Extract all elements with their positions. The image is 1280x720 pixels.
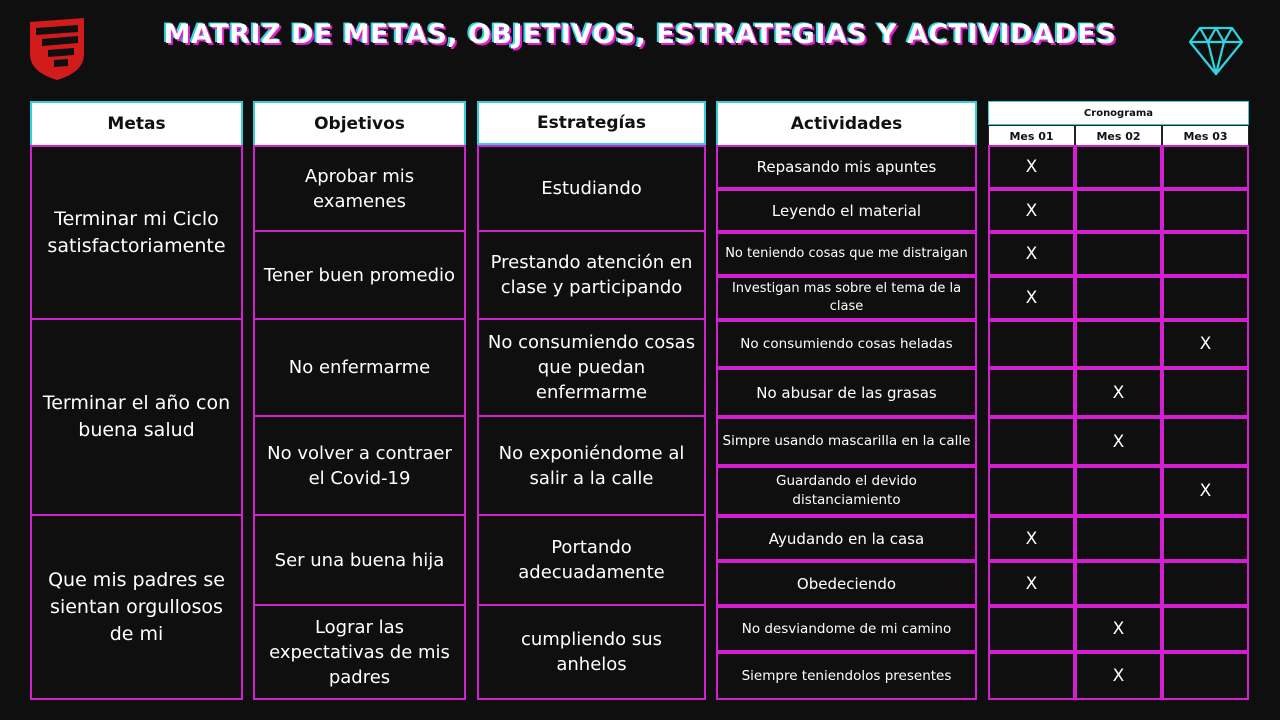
- estrategias-header: Estrategías: [477, 101, 706, 145]
- schedule-cell: [1162, 417, 1249, 466]
- actividad-cell: Simpre usando mascarilla en la calle: [716, 417, 977, 466]
- schedule-cell: [988, 320, 1075, 368]
- estrategia-cell: No consumiendo cosas que puedan enfermarme: [477, 318, 706, 417]
- actividad-cell: No teniendo cosas que me distraigan: [716, 232, 977, 276]
- schedule-cell: [1162, 276, 1249, 320]
- schedule-cell: X: [1075, 368, 1162, 417]
- actividad-cell: Ayudando en la casa: [716, 516, 977, 561]
- objetivo-cell: Aprobar mis examenes: [253, 145, 466, 232]
- schedule-cell: [988, 368, 1075, 417]
- meta-cell: Terminar mi Ciclo satisfactoriamente: [30, 145, 243, 320]
- schedule-cell: [1075, 516, 1162, 561]
- actividad-cell: No abusar de las grasas: [716, 368, 977, 417]
- schedule-cell: [988, 652, 1075, 700]
- estrategia-cell: Estudiando: [477, 145, 706, 232]
- estrategia-cell: Portando adecuadamente: [477, 514, 706, 606]
- objetivo-cell: No enfermarme: [253, 318, 466, 417]
- estrategia-cell: Prestando atención en clase y participando: [477, 230, 706, 320]
- page-title: MATRIZ DE METAS, OBJETIVOS, ESTRATEGIAS Y ACTIVIDADES: [163, 19, 1117, 50]
- university-logo-icon: [28, 16, 86, 82]
- schedule-cell: X: [1075, 652, 1162, 700]
- schedule-cell: X: [988, 276, 1075, 320]
- schedule-cell: [1075, 145, 1162, 189]
- schedule-cell: X: [1075, 606, 1162, 652]
- actividad-cell: No desviandome de mi camino: [716, 606, 977, 652]
- schedule-cell: X: [988, 145, 1075, 189]
- schedule-cell: [1075, 466, 1162, 516]
- metas-header: Metas: [30, 101, 243, 147]
- schedule-cell: [988, 606, 1075, 652]
- objetivos-header: Objetivos: [253, 101, 466, 147]
- schedule-cell: [1075, 561, 1162, 606]
- schedule-cell: [1162, 606, 1249, 652]
- month-header: Mes 02: [1075, 125, 1162, 147]
- schedule-cell: [1162, 516, 1249, 561]
- estrategia-cell: cumpliendo sus anhelos: [477, 604, 706, 700]
- schedule-cell: [1162, 145, 1249, 189]
- schedule-cell: X: [1075, 417, 1162, 466]
- schedule-cell: X: [1162, 466, 1249, 516]
- objetivo-cell: Tener buen promedio: [253, 230, 466, 320]
- schedule-cell: [1162, 189, 1249, 232]
- objetivo-cell: Ser una buena hija: [253, 514, 466, 606]
- schedule-cell: [1075, 232, 1162, 276]
- estrategia-cell: No exponiéndome al salir a la calle: [477, 415, 706, 516]
- schedule-cell: [1162, 652, 1249, 700]
- actividad-cell: Investigan mas sobre el tema de la clase: [716, 276, 977, 320]
- schedule-cell: X: [988, 561, 1075, 606]
- month-header: Mes 01: [988, 125, 1075, 147]
- schedule-cell: [988, 466, 1075, 516]
- actividades-header: Actividades: [716, 101, 977, 147]
- cronograma-header: Cronograma: [988, 101, 1249, 125]
- objetivo-cell: No volver a contraer el Covid-19: [253, 415, 466, 516]
- schedule-cell: [1162, 368, 1249, 417]
- actividad-cell: No consumiendo cosas heladas: [716, 320, 977, 368]
- diamond-icon: [1188, 24, 1244, 76]
- schedule-cell: [1162, 561, 1249, 606]
- actividad-cell: Repasando mis apuntes: [716, 145, 977, 189]
- actividad-cell: Leyendo el material: [716, 189, 977, 232]
- schedule-cell: [1075, 189, 1162, 232]
- schedule-cell: X: [988, 516, 1075, 561]
- schedule-cell: [988, 417, 1075, 466]
- meta-cell: Que mis padres se sientan orgullosos de mi: [30, 514, 243, 700]
- schedule-cell: [1075, 276, 1162, 320]
- schedule-cell: [1162, 232, 1249, 276]
- actividad-cell: Siempre teniendolos presentes: [716, 652, 977, 700]
- schedule-cell: [1075, 320, 1162, 368]
- objetivo-cell: Lograr las expectativas de mis padres: [253, 604, 466, 700]
- meta-cell: Terminar el año con buena salud: [30, 318, 243, 516]
- schedule-cell: X: [988, 232, 1075, 276]
- actividad-cell: Guardando el devido distanciamiento: [716, 466, 977, 516]
- actividad-cell: Obedeciendo: [716, 561, 977, 606]
- schedule-cell: X: [1162, 320, 1249, 368]
- month-header: Mes 03: [1162, 125, 1249, 147]
- schedule-cell: X: [988, 189, 1075, 232]
